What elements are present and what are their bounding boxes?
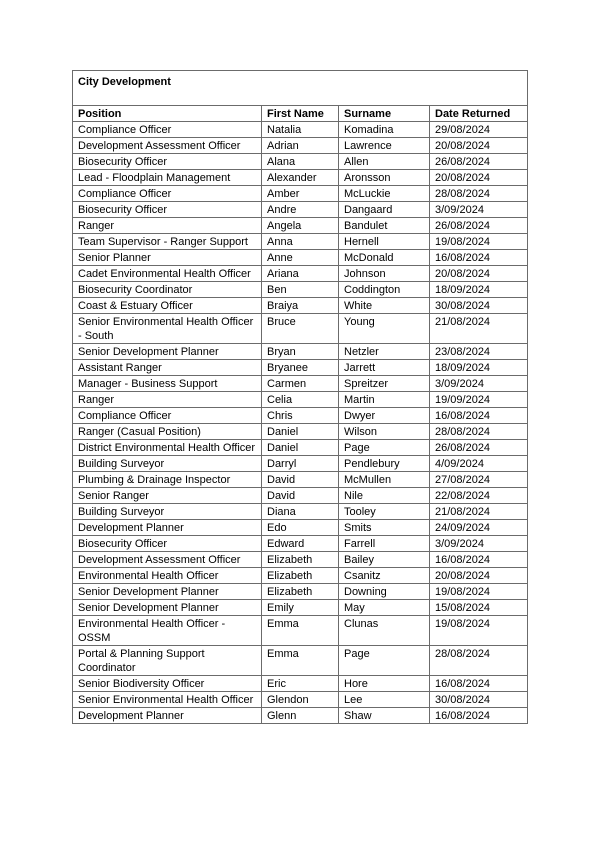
cell-position: Ranger: [73, 218, 262, 234]
cell-surname: Bandulet: [339, 218, 430, 234]
cell-first-name: Daniel: [262, 440, 339, 456]
cell-date-returned: 21/08/2024: [430, 504, 528, 520]
cell-position: Senior Development Planner: [73, 600, 262, 616]
cell-position: Senior Environmental Health Officer - South: [73, 314, 262, 344]
cell-surname: Lee: [339, 692, 430, 708]
table-row: [73, 616, 528, 646]
table-row: [73, 504, 528, 520]
cell-date-returned: 28/08/2024: [430, 646, 528, 676]
cell-position: Environmental Health Officer: [73, 568, 262, 584]
staff-table: [72, 70, 528, 724]
cell-position: Building Surveyor: [73, 504, 262, 520]
table-row: [73, 424, 528, 440]
cell-date-returned: 19/08/2024: [430, 584, 528, 600]
cell-surname: Coddington: [339, 282, 430, 298]
cell-date-returned: 19/08/2024: [430, 616, 528, 646]
table-row: [73, 520, 528, 536]
cell-surname: Johnson: [339, 266, 430, 282]
table-row: [73, 440, 528, 456]
cell-surname: Young: [339, 314, 430, 344]
cell-date-returned: 29/08/2024: [430, 122, 528, 138]
cell-date-returned: 23/08/2024: [430, 344, 528, 360]
cell-date-returned: 30/08/2024: [430, 298, 528, 314]
cell-first-name: Elizabeth: [262, 568, 339, 584]
cell-position: Environmental Health Officer - OSSM: [73, 616, 262, 646]
cell-date-returned: 24/09/2024: [430, 520, 528, 536]
cell-first-name: Chris: [262, 408, 339, 424]
cell-surname: Dangaard: [339, 202, 430, 218]
cell-first-name: Bryan: [262, 344, 339, 360]
cell-position: Senior Planner: [73, 250, 262, 266]
cell-date-returned: 16/08/2024: [430, 408, 528, 424]
cell-position: Development Assessment Officer: [73, 138, 262, 154]
table-row: [73, 218, 528, 234]
table-row: [73, 536, 528, 552]
cell-position: Development Planner: [73, 520, 262, 536]
cell-surname: Clunas: [339, 616, 430, 646]
table-row: [73, 646, 528, 676]
cell-first-name: Eric: [262, 676, 339, 692]
table-row: [73, 708, 528, 724]
cell-surname: Shaw: [339, 708, 430, 724]
cell-position: District Environmental Health Officer: [73, 440, 262, 456]
cell-date-returned: 18/09/2024: [430, 282, 528, 298]
cell-position: Senior Development Planner: [73, 344, 262, 360]
cell-date-returned: 16/08/2024: [430, 676, 528, 692]
cell-first-name: Adrian: [262, 138, 339, 154]
cell-first-name: Braiya: [262, 298, 339, 314]
cell-first-name: Elizabeth: [262, 584, 339, 600]
cell-date-returned: 20/08/2024: [430, 138, 528, 154]
cell-date-returned: 19/09/2024: [430, 392, 528, 408]
cell-surname: Spreitzer: [339, 376, 430, 392]
cell-first-name: Amber: [262, 186, 339, 202]
cell-first-name: Glendon: [262, 692, 339, 708]
table-row: [73, 568, 528, 584]
cell-surname: McMullen: [339, 472, 430, 488]
table-row: [73, 202, 528, 218]
cell-first-name: Andre: [262, 202, 339, 218]
table-row: [73, 600, 528, 616]
table-row: [73, 676, 528, 692]
cell-position: Biosecurity Officer: [73, 154, 262, 170]
cell-surname: Csanitz: [339, 568, 430, 584]
cell-date-returned: 19/08/2024: [430, 234, 528, 250]
cell-surname: Aronsson: [339, 170, 430, 186]
cell-first-name: Edo: [262, 520, 339, 536]
cell-surname: Page: [339, 646, 430, 676]
cell-first-name: Ariana: [262, 266, 339, 282]
cell-date-returned: 18/09/2024: [430, 360, 528, 376]
table-row: [73, 122, 528, 138]
cell-position: Development Planner: [73, 708, 262, 724]
cell-date-returned: 22/08/2024: [430, 488, 528, 504]
cell-date-returned: 4/09/2024: [430, 456, 528, 472]
cell-first-name: Emily: [262, 600, 339, 616]
table-header-row: [73, 106, 528, 122]
cell-surname: White: [339, 298, 430, 314]
cell-first-name: Diana: [262, 504, 339, 520]
cell-surname: Allen: [339, 154, 430, 170]
cell-date-returned: 20/08/2024: [430, 266, 528, 282]
cell-surname: Lawrence: [339, 138, 430, 154]
cell-position: Portal & Planning Support Coordinator: [73, 646, 262, 676]
cell-position: Senior Development Planner: [73, 584, 262, 600]
cell-date-returned: 28/08/2024: [430, 424, 528, 440]
cell-date-returned: 3/09/2024: [430, 376, 528, 392]
table-row: [73, 170, 528, 186]
cell-date-returned: 15/08/2024: [430, 600, 528, 616]
cell-position: Compliance Officer: [73, 186, 262, 202]
cell-first-name: Alana: [262, 154, 339, 170]
table-row: [73, 234, 528, 250]
cell-first-name: Darryl: [262, 456, 339, 472]
cell-date-returned: 16/08/2024: [430, 250, 528, 266]
cell-position: Biosecurity Coordinator: [73, 282, 262, 298]
cell-surname: Page: [339, 440, 430, 456]
cell-surname: Wilson: [339, 424, 430, 440]
cell-surname: Netzler: [339, 344, 430, 360]
table-title-row: [73, 71, 528, 106]
table-row: [73, 376, 528, 392]
cell-position: Biosecurity Officer: [73, 536, 262, 552]
cell-position: Compliance Officer: [73, 408, 262, 424]
cell-surname: Hore: [339, 676, 430, 692]
cell-position: Lead - Floodplain Management: [73, 170, 262, 186]
cell-position: Development Assessment Officer: [73, 552, 262, 568]
cell-first-name: Alexander: [262, 170, 339, 186]
cell-date-returned: 26/08/2024: [430, 218, 528, 234]
cell-date-returned: 20/08/2024: [430, 568, 528, 584]
table-row: [73, 314, 528, 344]
header-first-name: First Name: [262, 106, 339, 122]
table-row: [73, 472, 528, 488]
cell-first-name: Carmen: [262, 376, 339, 392]
cell-position: Building Surveyor: [73, 456, 262, 472]
cell-first-name: Emma: [262, 646, 339, 676]
cell-first-name: Angela: [262, 218, 339, 234]
table-row: [73, 138, 528, 154]
cell-first-name: Anna: [262, 234, 339, 250]
cell-date-returned: 26/08/2024: [430, 154, 528, 170]
cell-date-returned: 27/08/2024: [430, 472, 528, 488]
cell-surname: Tooley: [339, 504, 430, 520]
cell-first-name: Daniel: [262, 424, 339, 440]
cell-surname: Nile: [339, 488, 430, 504]
table-row: [73, 488, 528, 504]
table-row: [73, 360, 528, 376]
header-date-returned: Date Returned: [430, 106, 528, 122]
cell-surname: McDonald: [339, 250, 430, 266]
cell-position: Ranger: [73, 392, 262, 408]
cell-position: Senior Ranger: [73, 488, 262, 504]
cell-position: Senior Biodiversity Officer: [73, 676, 262, 692]
cell-position: Senior Environmental Health Officer: [73, 692, 262, 708]
cell-date-returned: 21/08/2024: [430, 314, 528, 344]
cell-surname: Bailey: [339, 552, 430, 568]
table-row: [73, 282, 528, 298]
cell-surname: Komadina: [339, 122, 430, 138]
cell-first-name: Glenn: [262, 708, 339, 724]
cell-date-returned: 3/09/2024: [430, 536, 528, 552]
cell-date-returned: 28/08/2024: [430, 186, 528, 202]
cell-date-returned: 30/08/2024: [430, 692, 528, 708]
cell-first-name: Celia: [262, 392, 339, 408]
cell-surname: Hernell: [339, 234, 430, 250]
table-row: [73, 392, 528, 408]
table-body: [73, 122, 528, 724]
cell-date-returned: 26/08/2024: [430, 440, 528, 456]
table-row: [73, 298, 528, 314]
table-row: [73, 344, 528, 360]
cell-position: Assistant Ranger: [73, 360, 262, 376]
cell-position: Coast & Estuary Officer: [73, 298, 262, 314]
cell-position: Plumbing & Drainage Inspector: [73, 472, 262, 488]
cell-surname: McLuckie: [339, 186, 430, 202]
cell-date-returned: 16/08/2024: [430, 708, 528, 724]
cell-date-returned: 20/08/2024: [430, 170, 528, 186]
cell-surname: Pendlebury: [339, 456, 430, 472]
table-row: [73, 266, 528, 282]
table-row: [73, 552, 528, 568]
cell-position: Compliance Officer: [73, 122, 262, 138]
cell-surname: Downing: [339, 584, 430, 600]
table-row: [73, 408, 528, 424]
cell-first-name: David: [262, 488, 339, 504]
cell-first-name: David: [262, 472, 339, 488]
cell-first-name: Elizabeth: [262, 552, 339, 568]
cell-date-returned: 16/08/2024: [430, 552, 528, 568]
header-position: Position: [73, 106, 262, 122]
cell-first-name: Bruce: [262, 314, 339, 344]
cell-surname: Jarrett: [339, 360, 430, 376]
table-row: [73, 186, 528, 202]
header-surname: Surname: [339, 106, 430, 122]
cell-surname: May: [339, 600, 430, 616]
cell-surname: Martin: [339, 392, 430, 408]
table-row: [73, 250, 528, 266]
cell-first-name: Bryanee: [262, 360, 339, 376]
cell-date-returned: 3/09/2024: [430, 202, 528, 218]
cell-surname: Smits: [339, 520, 430, 536]
table-row: [73, 584, 528, 600]
table-row: [73, 154, 528, 170]
cell-first-name: Edward: [262, 536, 339, 552]
cell-surname: Dwyer: [339, 408, 430, 424]
cell-first-name: Natalia: [262, 122, 339, 138]
cell-surname: Farrell: [339, 536, 430, 552]
cell-position: Manager - Business Support: [73, 376, 262, 392]
cell-first-name: Emma: [262, 616, 339, 646]
cell-first-name: Ben: [262, 282, 339, 298]
cell-position: Cadet Environmental Health Officer: [73, 266, 262, 282]
table-row: [73, 456, 528, 472]
cell-first-name: Anne: [262, 250, 339, 266]
cell-position: Ranger (Casual Position): [73, 424, 262, 440]
cell-position: Biosecurity Officer: [73, 202, 262, 218]
cell-position: Team Supervisor - Ranger Support: [73, 234, 262, 250]
table-title: City Development: [73, 71, 528, 106]
table-row: [73, 692, 528, 708]
